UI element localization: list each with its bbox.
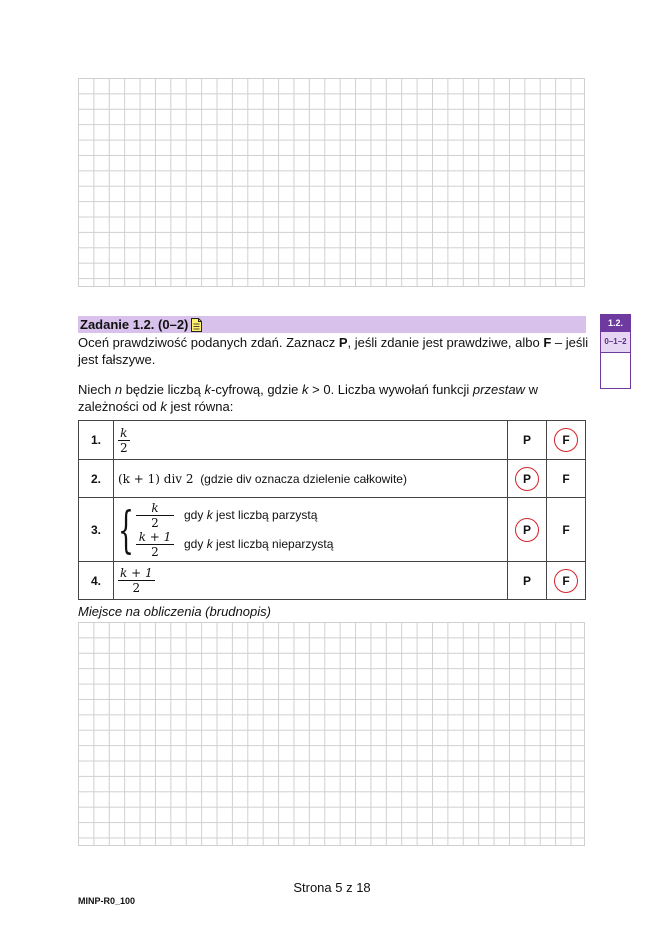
row-number: 3. [79,498,114,562]
answer-f[interactable]: F [547,498,586,562]
task-title: Zadanie 1.2. (0–2) [80,317,189,332]
expression: (k + 1) div 2 [118,471,194,486]
score-box-label: 1.2. [601,315,630,332]
fraction: $\frac{k}{2}$ [120,425,128,455]
table-row [79,460,586,498]
scratch-grid-top [78,78,585,287]
row-number: 4. [79,562,114,600]
page-number: Strona 5 z 18 [293,880,371,895]
statement [114,562,508,600]
answer-p[interactable]: P [508,562,547,600]
answer-f[interactable]: F [547,460,586,498]
row-number: 1. [79,421,114,460]
case: $\frac{k}{2}$ gdy k jest liczbą parzystą [136,501,333,530]
table-row [79,562,586,600]
task-header [78,316,586,333]
case: $\frac{k + 1}{2}$ gdy k jest liczbą nieparzystą [136,530,333,559]
statement [114,460,508,498]
table-row [79,421,586,460]
instruction-text: Oceń prawdziwość podanych zdań. Zaznacz P, jeśli zdanie jest prawdziwe, albo F – jeśli jest fałszywe. [78,335,589,367]
fraction: $\frac{k + 1}{2}$ [120,566,153,595]
expression-note: (gdzie div oznacza dzielenie całkowite) [200,471,407,486]
intro-text: Niech n będzie liczbą k-cyfrową, gdzie k > 0. Liczba wywołań funkcji przestaw w zależności od k jest równa: [78,382,538,414]
answer-p[interactable]: P [508,460,547,498]
scratch-grid-bottom [78,622,585,846]
answer-p[interactable]: P [508,498,547,562]
score-box [600,314,631,389]
answer-p[interactable]: P [508,421,547,460]
scratch-label: Miejsce na obliczenia (brudnopis) [78,604,271,619]
statement [114,421,508,460]
statement [114,498,508,562]
score-box-scale: 0–1–2 [601,332,630,353]
brace: { [118,500,134,559]
exam-code: MINP-R0_100 [78,896,136,906]
answer-f[interactable]: F [547,562,586,600]
table-row [79,498,586,562]
row-number: 2. [79,460,114,498]
statements-table [78,420,586,600]
answer-f[interactable]: F [547,421,586,460]
